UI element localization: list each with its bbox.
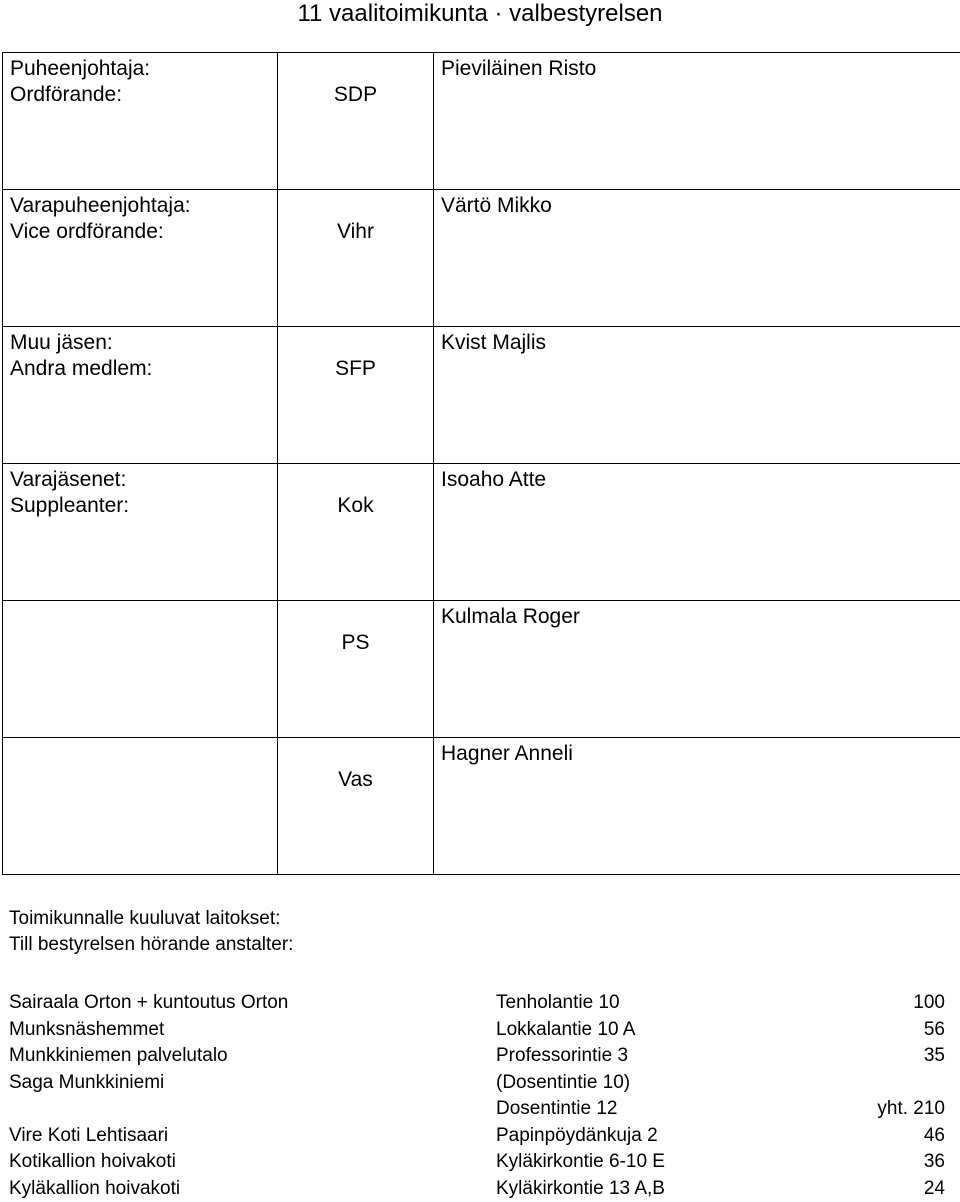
list-item xyxy=(9,1070,945,1097)
institution-address: (Dosentintie 10) xyxy=(496,1071,631,1093)
table-row xyxy=(3,738,960,875)
table-row xyxy=(3,190,960,327)
member-name: Kvist Majlis xyxy=(441,331,547,354)
institution-count: 35 xyxy=(923,1045,945,1066)
institution-address: Kyläkirkontie 6-10 E xyxy=(496,1151,665,1172)
role-cell xyxy=(3,738,278,875)
member-name: Värtö Mikko xyxy=(441,194,552,217)
list-item xyxy=(9,1043,945,1070)
party-label: PS xyxy=(341,631,370,654)
list-item xyxy=(9,1149,945,1176)
institution-address: Dosentintie 12 xyxy=(496,1098,618,1119)
institution-address: Tenholantie 10 xyxy=(496,992,620,1013)
institution-name: Sairaala Orton + kuntoutus Orton xyxy=(9,992,289,1013)
institution-address: Kyläkirkontie 13 A,B xyxy=(496,1177,665,1199)
role-cell xyxy=(3,601,278,738)
institution-count: 100 xyxy=(913,992,945,1013)
table-row xyxy=(3,601,960,738)
role-cell xyxy=(3,327,278,464)
institution-name: Munksnäshemmet xyxy=(9,1018,165,1040)
member-cell xyxy=(434,601,960,738)
institution-count: 36 xyxy=(923,1151,945,1172)
party-label: Kok xyxy=(337,494,374,517)
member-cell xyxy=(434,53,960,190)
party-cell xyxy=(278,53,434,190)
role-label-sv: Vice ordförande: xyxy=(10,220,164,243)
list-item xyxy=(9,990,945,1017)
institution-count: yht. 210 xyxy=(877,1098,945,1119)
institution-address: Papinpöydänkuja 2 xyxy=(496,1124,658,1146)
role-cell xyxy=(3,464,278,601)
member-name: Pieviläinen Risto xyxy=(441,57,597,80)
institution-count: 24 xyxy=(923,1177,945,1199)
institution-name: Kyläkallion hoivakoti xyxy=(9,1177,181,1199)
institution-address: Professorintie 3 xyxy=(496,1045,629,1066)
role-label-fi: Varajäsenet: xyxy=(10,468,127,491)
role-label-fi: Varapuheenjohtaja: xyxy=(10,194,191,217)
member-name: Isoaho Atte xyxy=(441,468,547,491)
party-cell xyxy=(278,327,434,464)
party-cell xyxy=(278,464,434,601)
page-title: 11 vaalitoimikunta · valbestyrelsen xyxy=(297,0,663,27)
member-name: Hagner Anneli xyxy=(441,742,573,765)
list-item xyxy=(9,1123,945,1150)
role-cell xyxy=(3,190,278,327)
role-cell xyxy=(3,53,278,190)
institutions-heading xyxy=(9,906,293,958)
role-label-fi: Puheenjohtaja: xyxy=(10,57,151,80)
party-label: Vihr xyxy=(337,220,374,243)
role-label-fi: Muu jäsen: xyxy=(10,331,113,354)
list-item xyxy=(9,1017,945,1044)
party-label: SFP xyxy=(335,357,376,380)
table-row xyxy=(3,53,960,190)
member-cell xyxy=(434,464,960,601)
institutions-heading-sv: Till bestyrelsen hörande anstalter: xyxy=(9,934,294,955)
list-item xyxy=(9,1176,945,1202)
table-row xyxy=(3,464,960,601)
institution-count xyxy=(826,1070,945,1097)
institution-name xyxy=(9,1096,496,1123)
institution-name: Kotikallion hoivakoti xyxy=(9,1151,176,1172)
institution-count: 46 xyxy=(923,1124,945,1146)
institution-name: Munkkiniemen palvelutalo xyxy=(9,1045,228,1066)
institution-name: Vire Koti Lehtisaari xyxy=(9,1124,169,1146)
institution-count: 56 xyxy=(923,1018,945,1040)
institutions-heading-fi: Toimikunnalle kuuluvat laitokset: xyxy=(9,908,281,929)
member-cell xyxy=(434,327,960,464)
role-label-sv: Andra medlem: xyxy=(10,357,153,380)
party-cell xyxy=(278,601,434,738)
institution-name: Saga Munkkiniemi xyxy=(9,1071,165,1093)
institution-address: Lokkalantie 10 A xyxy=(496,1018,636,1040)
table-row xyxy=(3,327,960,464)
party-label: Vas xyxy=(338,768,373,791)
party-cell xyxy=(278,738,434,875)
member-cell xyxy=(434,190,960,327)
institutions-list xyxy=(9,990,945,1202)
role-label-sv: Suppleanter: xyxy=(10,494,130,517)
member-cell xyxy=(434,738,960,875)
party-label: SDP xyxy=(333,83,378,106)
member-name: Kulmala Roger xyxy=(441,605,580,628)
committee-table xyxy=(2,52,960,875)
role-label-sv: Ordförande: xyxy=(10,83,123,106)
party-cell xyxy=(278,190,434,327)
list-item xyxy=(9,1096,945,1123)
